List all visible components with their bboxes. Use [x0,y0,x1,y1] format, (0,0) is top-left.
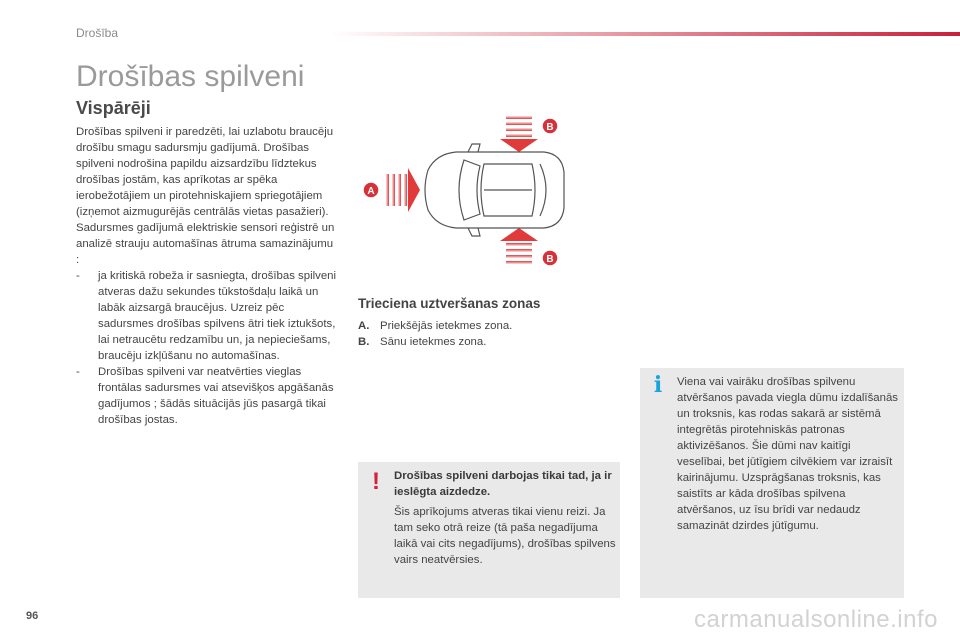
arrow-bar [506,249,532,252]
section-title-zones: Trieciena uztveršanas zonas [358,296,541,311]
arrow-head [500,228,538,241]
car-top-view [425,144,564,236]
zones-list [358,318,598,350]
side-impact-arrows-bottom [500,228,538,264]
zone-label-b: B [546,122,554,133]
warning-body-text: Šis aprīkojums atveras tikai vienu reizi. Ja tam seko otrā reize (tā paša negadījuma laikā vai cits negadījums), drošības spilvens vairs neatvērsies. [394,506,616,566]
bullet-text: ja kritiskā robeža ir sasniegta, drošības spilveni atveras dažu sekundes tūkstošdaļu laikā un labāk aizsargā braucējus. Uzreiz pēc sadursmes drošības spilvens ātri tiek iztukšots, lai netraucētu redzamību un, ja nepieciešams, braucēju izkļūšanu no automašīnas. [98,270,337,362]
arrow-bar [392,174,395,206]
warning-bold-text: Drošības spilveni darbojas tikai tad, ja ir ieslēgta aizdedze. [394,470,612,498]
arrow-bar [506,261,532,264]
side-impact-arrows-top [500,116,538,152]
list-item [358,334,598,350]
zone-description: Sānu ietekmes zona. [380,336,487,348]
list-item [76,364,338,428]
page-title: Drošības spilveni [76,60,305,93]
zone-key: A. [358,320,370,332]
arrow-bar [506,122,532,125]
zone-badge-b-top [542,118,558,134]
zone-label-a: A [367,186,375,197]
section-title-general: Vispārēji [76,98,151,118]
zone-badge-a [363,182,379,198]
info-box [640,368,904,598]
info-body-text: Viena vai vairāku drošības spilvenu atvēršanos pavada viegla dūmu izdalīšanās un troksnis, kas rodas sakarā ar sistēmā integrētās pirotehniskās patronas aktivizēšanos. Šie dūmi nav kaitīgi veselībai, bet jūtīgiem cilvēkiem var izraisīt kairinājumu. Uzsprāgšanas troksnis, kas saistīts ar kāda drošības spilvena atvēršanos, uz īsu brīdi var nedaudz samazināt dzirdes jūtīgumu. [677,376,898,532]
zone-key: B. [358,336,370,348]
arrow-bar [398,174,401,206]
exclamation-icon: ! [372,468,380,495]
arrow-bar [386,174,389,206]
arrow-bar [404,174,407,206]
car-mirror-bottom [468,228,480,236]
info-icon: i [653,372,663,398]
arrow-head [500,139,538,152]
arrow-bar [506,116,532,119]
arrow-head [408,168,420,212]
car-mirror-top [468,144,480,152]
header-section-label: Drošība [76,26,119,40]
arrow-bar [506,134,532,137]
bullet-dash: - [76,366,80,378]
general-bullet-list [76,268,338,428]
frontal-impact-arrows [386,168,420,212]
bullet-text: Drošības spilveni var neatvērties vieglas frontālas sadursmes vai atsevišķos apgāšanās gadījumos ; šādās situācijās jūs pasargā tikai drošības jostas. [98,366,334,426]
warning-box [358,462,620,598]
arrow-bar [506,243,532,246]
header-accent-bar [330,32,960,36]
zone-label-b: B [546,254,554,265]
zone-badge-b-bottom [542,250,558,266]
arrow-bar [506,255,532,258]
list-item [76,268,338,364]
impact-zones-diagram [356,108,576,273]
zone-description: Priekšējās ietekmes zona. [380,320,513,332]
page-number: 96 [26,610,39,622]
watermark-link[interactable]: carmanualsonline.info [694,606,938,633]
arrow-bar [506,128,532,131]
list-item [358,318,598,334]
general-text-column [76,124,338,428]
general-paragraph: Drošības spilveni ir paredzēti, lai uzlabotu braucēju drošību smagu sadursmju gadījumā. Drošības spilveni nodrošina papildu aizsardzību līdztekus drošības jostām, kas aprīkotas ar spēka ierobežotājiem un pirotehniskajiem spriegotājiem (izņemot aizmugurējās centrālās vietas pasažieri). Sadursmes gadījumā elektriskie sensori reģistrē un analizē strauju automašīnas ātruma samazinājumu : [76,126,335,266]
bullet-dash: - [76,270,80,282]
